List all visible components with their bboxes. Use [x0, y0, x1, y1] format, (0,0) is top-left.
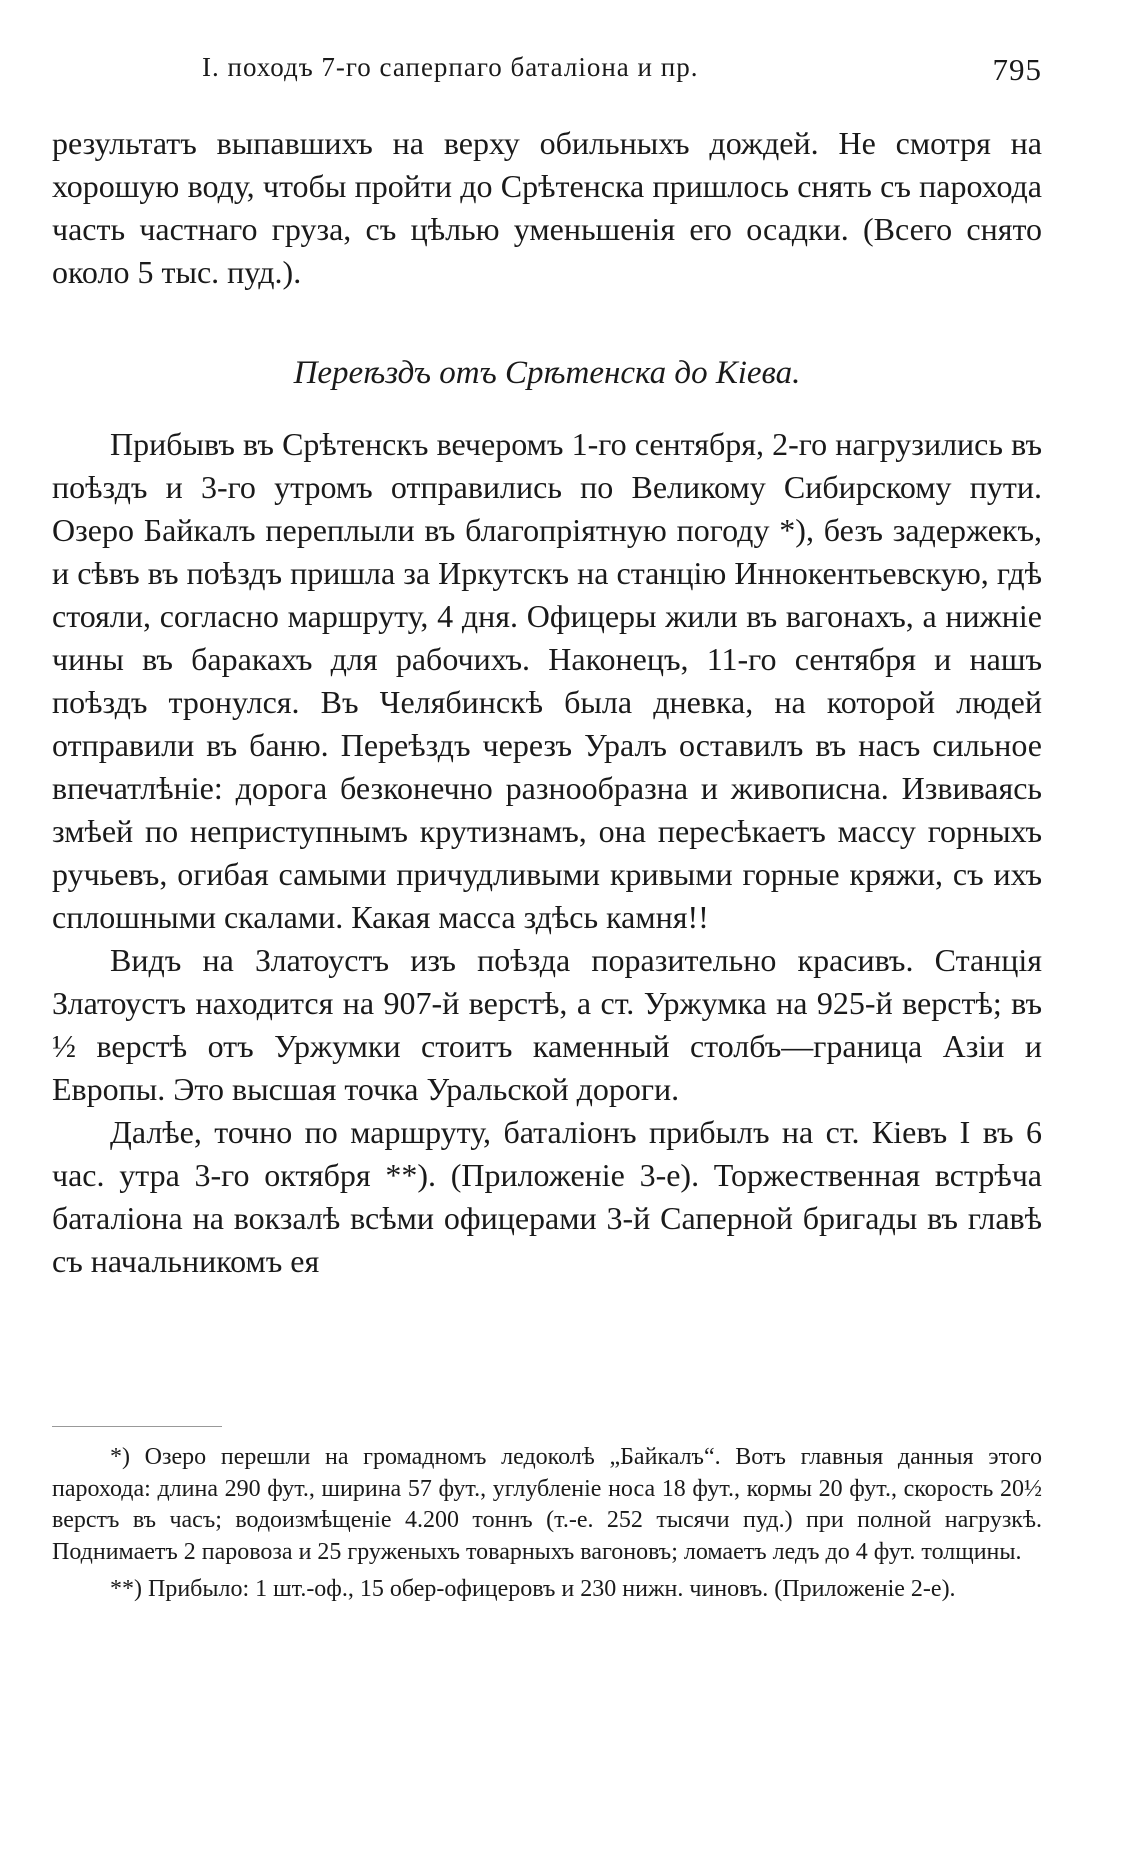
section-heading: Переѣздъ отъ Срѣтенска до Кіева.: [293, 355, 801, 391]
footnote-divider: [52, 1426, 222, 1427]
paragraph-zlatoust: Видъ на Златоустъ изъ поѣзда поразительно красивъ. Станція Златоустъ находится на 907-й верстѣ, а ст. Уржумка на 925-й верстѣ; въ ½ верстѣ отъ Уржумки стоитъ каменный столбъ—граница Азіи и Европы. Это высшая точка Уральской дороги.: [52, 942, 1042, 1107]
running-head-title: I. походъ 7-го саперпаго баталіона и пр.: [202, 52, 699, 82]
paragraph-continuation: результатъ выпавшихъ на верху обильныхъ дождей. Не смотря на хорошую воду, чтобы пройти до Срѣтенска пришлось снять съ парохода часть частнаго груза, съ цѣлью уменьшенія его осадки. (Всего снято около 5 тыс. пуд.).: [52, 125, 1042, 290]
paragraph-journey: Прибывъ въ Срѣтенскъ вечеромъ 1-го сентября, 2-го нагрузились въ поѣздъ и 3-го утромъ отправились по Великому Сибирскому пути. Озеро Байкалъ переплыли въ благопріятную погоду *), безъ задержекъ, и сѣвъ въ поѣздъ пришла за Иркутскъ на станцію Иннокентьевскую, гдѣ стояли, согласно маршруту, 4 дня. Офицеры жили въ вагонахъ, а нижніе чины въ баракахъ для рабочихъ. Наконецъ, 11-го сентября и нашъ поѣздъ тронулся. Въ Челябинскѣ была дневка, на которой людей отправили въ баню. Переѣздъ черезъ Уралъ оставилъ въ насъ сильное впечатлѣніе: дорога безконечно разнообразна и живописна. Извиваясь змѣей по неприступнымъ крутизнамъ, она пересѣкаетъ массу горныхъ ручьевъ, огибая самыми причудливыми кривыми горные кряжи, съ ихъ сплошными скалами. Какая масса здѣсь камня!!: [52, 426, 1042, 935]
main-text: [52, 122, 1042, 1283]
footnote-arrived: **) Прибыло: 1 шт.-оф., 15 обер-офицеровъ и 230 нижн. чиновъ. (Приложеніе 2-е).: [110, 1576, 956, 1602]
running-head: [52, 52, 1042, 92]
footnotes: [52, 1442, 1042, 1606]
book-page: [52, 0, 1042, 1858]
footnote-baikal: *) Озеро перешли на громадномъ ледоколѣ „Байкалъ“. Вотъ главныя данныя этого парохода: длина 290 фут., ширина 57 фут., углубленіе носа 18 фут., кормы 20 фут., скорость 20½ верстъ въ часъ; водоизмѣщеніе 4.200 тоннъ (т.-е. 252 тысячи пуд.) при полной нагрузкѣ. Поднимаетъ 2 паровоза и 25 груженыхъ товарныхъ вагоновъ; ломаетъ ледъ до 4 фут. толщины.: [52, 1444, 1042, 1565]
paragraph-arrival-kiev: Далѣе, точно по маршруту, баталіонъ прибылъ на ст. Кіевъ I въ 6 час. утра 3-го октября **). (Приложеніе 3-е). Торжественная встрѣча баталіона на вокзалѣ всѣми офицерами 3-й Саперной бригады въ главѣ съ начальникомъ ея: [52, 1114, 1043, 1279]
page-number: 795: [992, 52, 1042, 87]
